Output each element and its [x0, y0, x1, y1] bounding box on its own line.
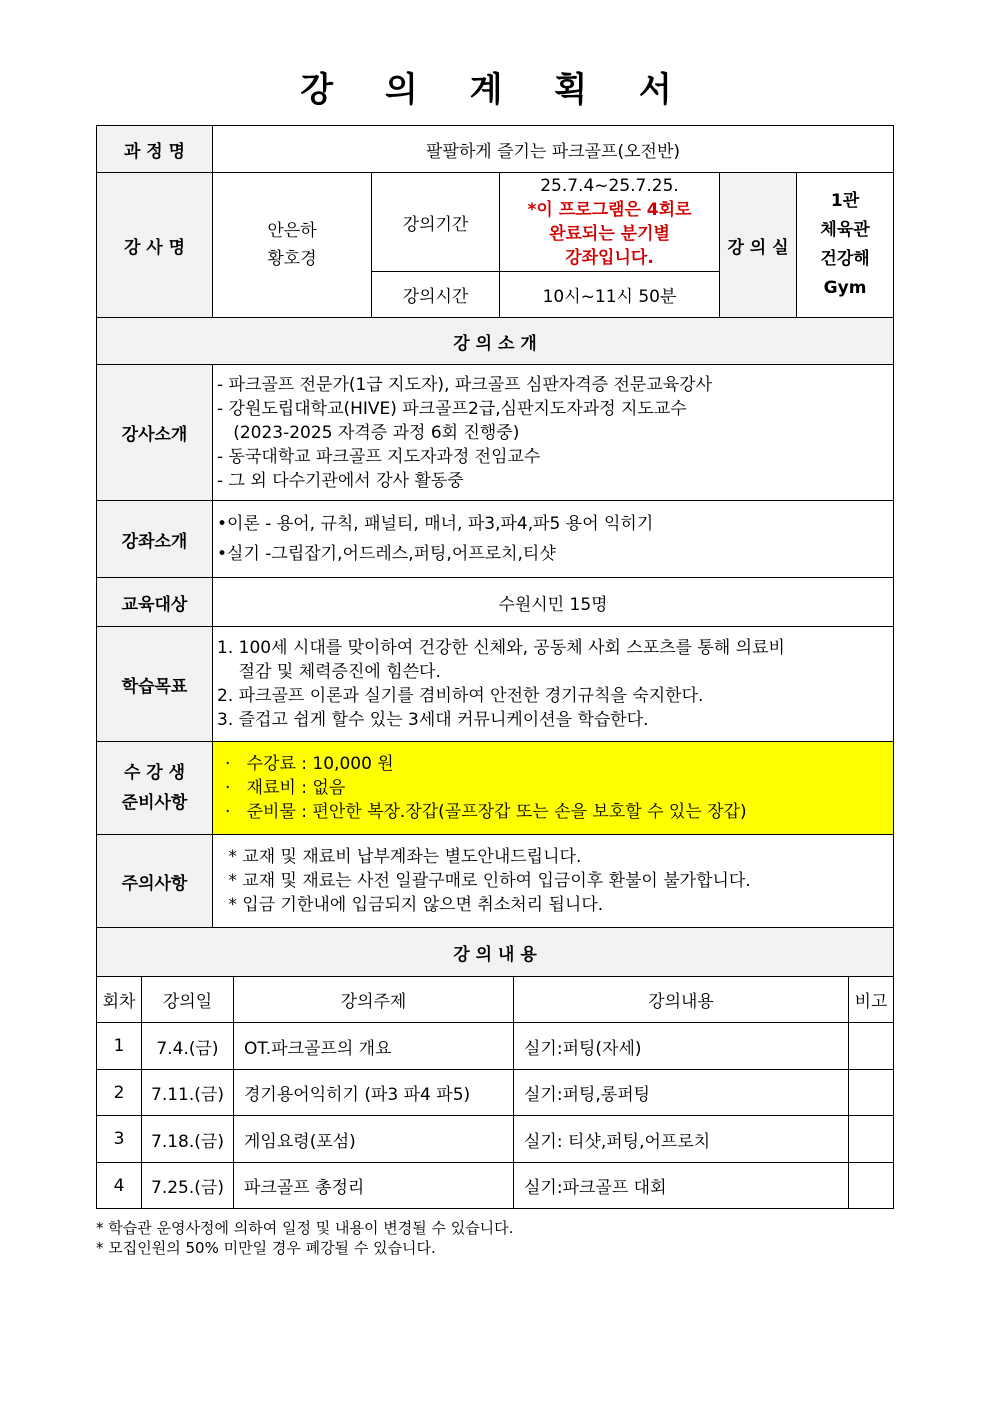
- session-content: 실기: 티샷,퍼팅,어프로치: [514, 1116, 849, 1163]
- prep-label-line: 수 강 생: [123, 763, 186, 783]
- intro-section-header: 강 의 소 개: [97, 318, 894, 365]
- caution-line: * 교재 및 재료비 납부계좌는 별도안내드립니다.: [223, 847, 582, 867]
- time-value: 10시~11시 50분: [500, 272, 720, 318]
- table-row: [97, 1116, 894, 1163]
- session-date: 7.4.(금): [142, 1023, 234, 1070]
- goal-line: 1. 100세 시대를 맞이하여 건강한 신체와, 공동체 사회 스포츠를 통해 의료비: [217, 638, 785, 658]
- goal-line: 2. 파크골프 이론과 실기를 겸비하여 안전한 경기규칙을 숙지한다.: [217, 686, 704, 706]
- table-row: [97, 1070, 894, 1116]
- prep-line: · 준비물 : 편안한 복장.장갑(골프장갑 또는 손을 보호할 수 있는 장갑): [225, 802, 747, 822]
- goals-label: 학습목표: [97, 627, 213, 742]
- schedule-header: 비고: [849, 977, 894, 1023]
- prep-label: [97, 742, 213, 835]
- intro-line: - 그 외 다수기관에서 강사 활동중: [217, 470, 464, 491]
- schedule-header: 강의주제: [234, 977, 514, 1023]
- instructor-label: 강 사 명: [97, 173, 213, 318]
- table-row: [97, 1163, 894, 1209]
- target-label: 교육대상: [97, 578, 213, 627]
- info-table: [96, 125, 894, 977]
- room-cell: [797, 173, 894, 318]
- schedule-header: 회차: [97, 977, 142, 1023]
- period-notice-line: *이 프로그램은 4회로: [527, 200, 692, 220]
- intro-line: - 파크골프 전문가(1급 지도자), 파크골프 심판자격증 전문교육강사: [217, 374, 713, 395]
- page-title: 강 의 계 획 서: [300, 70, 692, 110]
- instructor-name: 황호경: [267, 249, 317, 269]
- caution-line: * 입금 기한내에 입금되지 않으면 취소처리 됩니다.: [223, 895, 604, 915]
- intro-line: (2023-2025 자격증 과정 6회 진행중): [217, 422, 520, 443]
- schedule-header: 강의내용: [514, 977, 849, 1023]
- session-no: 3: [97, 1116, 142, 1163]
- target-value: 수원시민 15명: [213, 578, 894, 627]
- course-name: 팔팔하게 즐기는 파크골프(오전반): [213, 126, 894, 173]
- goals: [213, 627, 894, 742]
- period-dates: 25.7.4~25.7.25.: [540, 176, 679, 196]
- room-line: Gym: [823, 278, 867, 298]
- course-intro-line: •실기 -그립잡기,어드레스,퍼팅,어프로치,티샷: [217, 544, 556, 564]
- course-intro: [213, 501, 894, 578]
- session-no: 2: [97, 1070, 142, 1116]
- footnote: * 학습관 운영사정에 의하여 일정 및 내용이 변경될 수 있습니다.: [96, 1219, 514, 1237]
- session-date: 7.11.(금): [142, 1070, 234, 1116]
- session-topic: 파크골프 총정리: [234, 1163, 514, 1209]
- session-note: [849, 1070, 894, 1116]
- instructor-intro-label: 강사소개: [97, 365, 213, 501]
- period-notice-line: 강좌입니다.: [565, 248, 654, 268]
- goal-line: 3. 즐겁고 쉽게 할수 있는 3세대 커뮤니케이션을 학습한다.: [217, 710, 649, 730]
- instructor-intro: [213, 365, 894, 501]
- session-content: 실기:파크골프 대회: [514, 1163, 849, 1209]
- footnote: * 모집인원의 50% 미만일 경우 폐강될 수 있습니다.: [96, 1239, 436, 1257]
- caution-label: 주의사항: [97, 835, 213, 928]
- session-note: [849, 1023, 894, 1070]
- course-intro-label: 강좌소개: [97, 501, 213, 578]
- prep-details: [213, 742, 894, 835]
- session-no: 1: [97, 1023, 142, 1070]
- session-content: 실기:퍼팅(자세): [514, 1023, 849, 1070]
- room-line: 건강해: [820, 249, 870, 269]
- room-label: 강 의 실: [720, 173, 797, 318]
- caution: [213, 835, 894, 928]
- time-label: 강의시간: [372, 272, 500, 318]
- session-no: 4: [97, 1163, 142, 1209]
- schedule-header: 강의일: [142, 977, 234, 1023]
- schedule-table: [96, 976, 894, 1209]
- session-date: 7.18.(금): [142, 1116, 234, 1163]
- intro-line: - 동국대학교 파크골프 지도자과정 전임교수: [217, 446, 541, 467]
- footnotes: [96, 1218, 513, 1258]
- prep-line: · 수강료 : 10,000 원: [225, 754, 394, 774]
- prep-label-line: 준비사항: [121, 793, 188, 813]
- content-section-header: 강 의 내 용: [97, 928, 894, 977]
- room-line: 체육관: [820, 220, 870, 240]
- session-topic: 게임요령(포섬): [234, 1116, 514, 1163]
- session-topic: 경기용어익히기 (파3 파4 파5): [234, 1070, 514, 1116]
- instructor-names: [213, 173, 372, 318]
- period-notice-line: 완료되는 분기별: [549, 224, 670, 244]
- goal-line: 절감 및 체력증진에 힘쓴다.: [217, 662, 441, 682]
- course-label: 과 정 명: [97, 126, 213, 173]
- period-label: 강의기간: [372, 173, 500, 272]
- session-content: 실기:퍼팅,롱퍼팅: [514, 1070, 849, 1116]
- instructor-name: 안은하: [267, 221, 317, 241]
- intro-line: - 강원도립대학교(HIVE) 파크골프2급,심판지도자과정 지도교수: [217, 398, 687, 419]
- prep-line: · 재료비 : 없음: [225, 778, 346, 798]
- session-note: [849, 1116, 894, 1163]
- caution-line: * 교재 및 재료는 사전 일괄구매로 인하여 입금이후 환불이 불가합니다.: [223, 871, 751, 891]
- course-intro-line: •이론 - 용어, 규칙, 패널티, 매너, 파3,파4,파5 용어 익히기: [217, 514, 654, 534]
- session-note: [849, 1163, 894, 1209]
- table-row: [97, 1023, 894, 1070]
- period-cell: [500, 173, 720, 272]
- session-topic: OT.파크골프의 개요: [234, 1023, 514, 1070]
- room-line: 1관: [830, 191, 860, 211]
- session-date: 7.25.(금): [142, 1163, 234, 1209]
